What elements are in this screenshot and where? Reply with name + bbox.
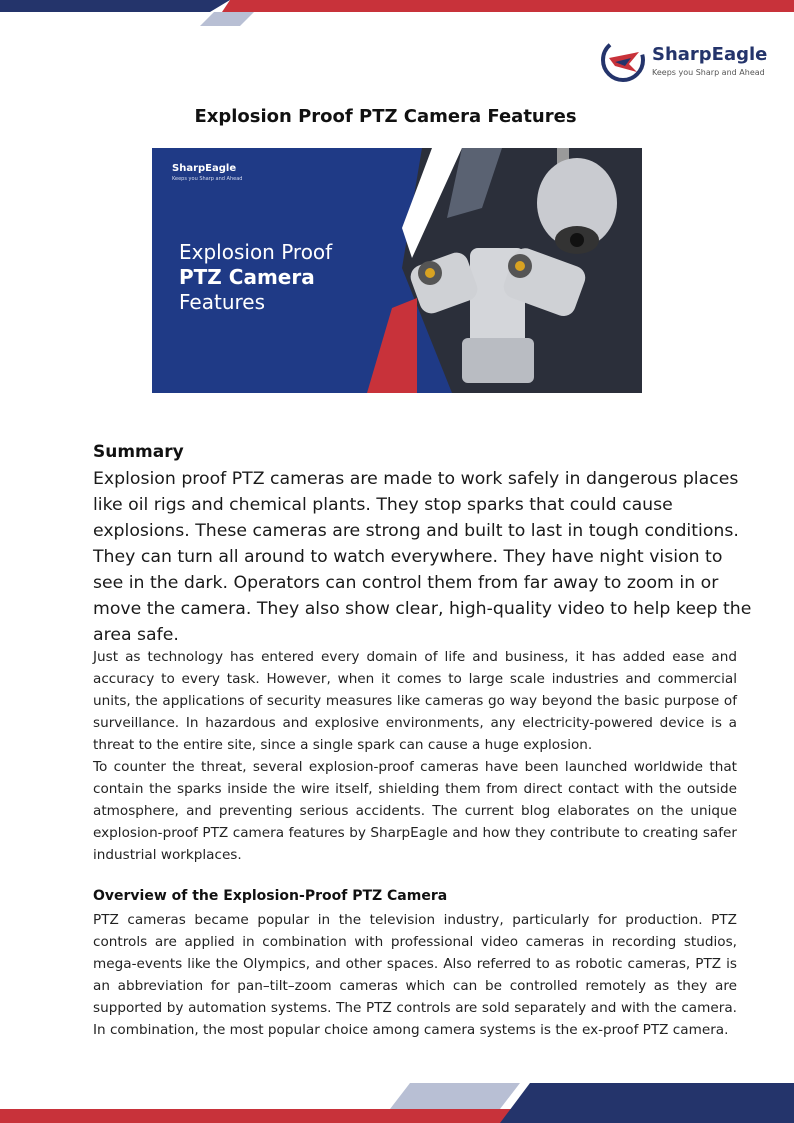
hero-title-line-2: PTZ Camera — [179, 265, 315, 289]
hero-banner-image — [152, 148, 642, 393]
summary-heading: Summary — [93, 442, 184, 462]
header-decorative-band — [0, 0, 794, 26]
hero-brand-name: SharpEagle — [172, 163, 237, 174]
paragraph-1: Just as technology has entered every domain of life and business, it has added ease and accuracy to every task. However, when it comes to large scale industries and commercial units, the applications of security measures like cameras go way beyond the basic purpose of surveillance. In hazardous and explosive environments, any electricity-powered device is a threat to the entire site, since a single spark can cause a huge explosion. — [93, 649, 737, 753]
brand-tagline: Keeps you Sharp and Ahead — [652, 68, 765, 77]
paragraph-2: To counter the threat, several explosion-proof cameras have been launched worldwide that contain the sparks inside the wire itself, shielding them from direct contact with the outside atmosphere, and preventing serious accidents. The current blog elaborates on the unique explosion-proof PTZ camera features by SharpEagle and how they contribute to creating safer industrial workplaces. — [93, 759, 737, 863]
hero-title-line-3: Features — [179, 290, 265, 314]
hero-title-line-1: Explosion Proof — [179, 240, 333, 264]
overview-heading: Overview of the Explosion-Proof PTZ Camera — [93, 888, 448, 904]
footer-decorative-band — [0, 1083, 794, 1123]
hero-brand-tagline: Keeps you Sharp and Ahead — [172, 176, 243, 182]
page-title: Explosion Proof PTZ Camera Features — [194, 106, 577, 127]
summary-text: Explosion proof PTZ cameras are made to work safely in dangerous places like oil rigs and chemical plants. They stop sparks that could cause explosions. These cameras are strong and built to last in tough conditions. They can turn all around to watch everywhere. They have night vision to see in the dark. Operators can control them from far away to zoom in or move the camera. They also show clear, high-quality video to help keep the area safe. — [93, 469, 752, 645]
intro-paragraphs — [93, 646, 737, 866]
brand-name: SharpEagle — [652, 44, 768, 65]
overview-paragraph: PTZ cameras became popular in the television industry, particularly for production. PTZ controls are applied in combination with professional video cameras in recording studios, mega-events like the Olympics, and other spaces. Also referred to as robotic cameras, PTZ is an abbreviation for pan–tilt–zoom cameras which can be controlled remotely as they are supported by automation systems. The PTZ controls are sold separately and with the camera. In combination, the most popular choice among camera systems is the ex-proof PTZ camera. — [93, 912, 737, 1038]
